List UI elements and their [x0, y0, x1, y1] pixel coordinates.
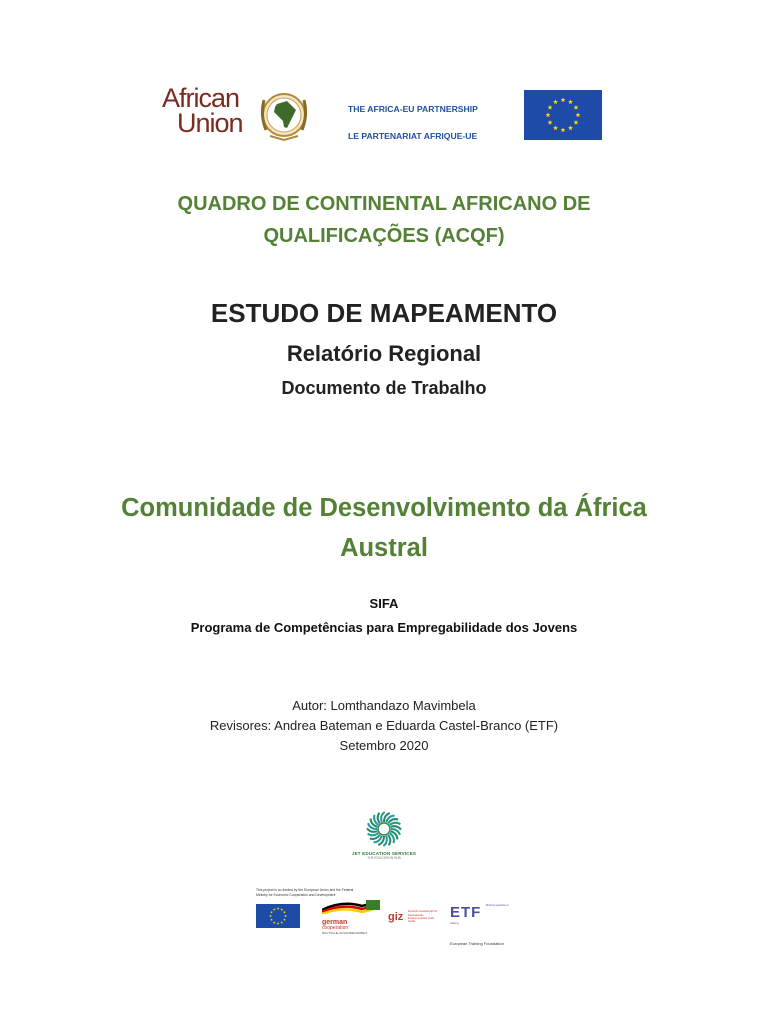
report-type: Relatório Regional — [286, 341, 482, 366]
etf-label: ETF — [450, 904, 482, 921]
etf-logo — [450, 904, 512, 946]
german-flag-swoosh-icon — [322, 900, 380, 914]
german-label-2: cooperation — [322, 925, 349, 931]
eu-flag-icon — [524, 90, 602, 140]
german-label: german — [322, 919, 348, 926]
program-name: Programa de Competências para Empregabilidade dos Jovens — [190, 620, 578, 635]
african-union-emblem-icon — [256, 88, 312, 142]
reviewers-line: Revisores: Andrea Bateman e Eduarda Castel-Branco (ETF) — [209, 718, 559, 733]
german-cooperation-logo — [322, 900, 380, 935]
etf-tagline: Sharing expertise in training — [450, 904, 509, 925]
jet-ray-icon — [378, 813, 380, 824]
au-wordmark-line1: African — [162, 83, 240, 113]
region-title-line2: Austral — [340, 534, 428, 562]
date-line: Setembro 2020 — [339, 738, 429, 753]
jet-ray-icon — [390, 823, 401, 825]
framework-title-line2: QUALIFICAÇÕES (ACQF) — [263, 225, 505, 247]
african-union-wordmark — [162, 83, 243, 138]
jet-tagline: THE EDUCATION HUB — [367, 856, 401, 860]
region-title — [0, 488, 768, 568]
small-eu-flag-icon — [256, 904, 300, 928]
region-title-line1: Comunidade de Desenvolvimento da África — [121, 494, 647, 522]
giz-sub: Deutsche Gesellschaft für Internationale Zusammenarbeit (GIZ) GmbH — [407, 910, 438, 923]
jet-education-services-logo — [344, 810, 424, 862]
framework-title-line1: QUADRO DE CONTINENTAL AFRICANO DE — [177, 193, 591, 215]
german-sub: DEUTSCHE ZUSAMMENARBEIT — [322, 931, 368, 935]
program-acronym: SIFA — [369, 596, 399, 611]
etf-sub: European Training Foundation — [450, 941, 504, 946]
funding-note-line2: Ministry for Economic Cooperation and Development — [256, 892, 336, 897]
jet-ray-icon — [368, 833, 379, 835]
jet-ray-icon — [388, 835, 390, 846]
funding-note — [256, 888, 376, 897]
giz-logo — [388, 908, 440, 926]
author-line: Autor: Lomthandazo Mavimbela — [292, 698, 476, 713]
partnership-fr: LE PARTENARIAT AFRIQUE-UE — [348, 131, 478, 141]
document-type: Documento de Trabalho — [281, 378, 487, 398]
partnership-en: THE AFRICA-EU PARTNERSHIP — [348, 104, 478, 114]
study-title: ESTUDO DE MAPEAMENTO — [210, 298, 558, 328]
framework-title — [0, 188, 768, 252]
africa-eu-partnership-text — [348, 96, 518, 150]
jet-label: JET EDUCATION SERVICES — [351, 851, 417, 856]
au-wordmark-line2: Union — [177, 108, 243, 138]
jet-sunburst-icon — [364, 810, 404, 848]
giz-label: giz — [388, 910, 404, 923]
african-union-logo — [162, 83, 322, 144]
funding-note-line1: This project is co-funded by the European Union and the Federal — [256, 888, 354, 892]
